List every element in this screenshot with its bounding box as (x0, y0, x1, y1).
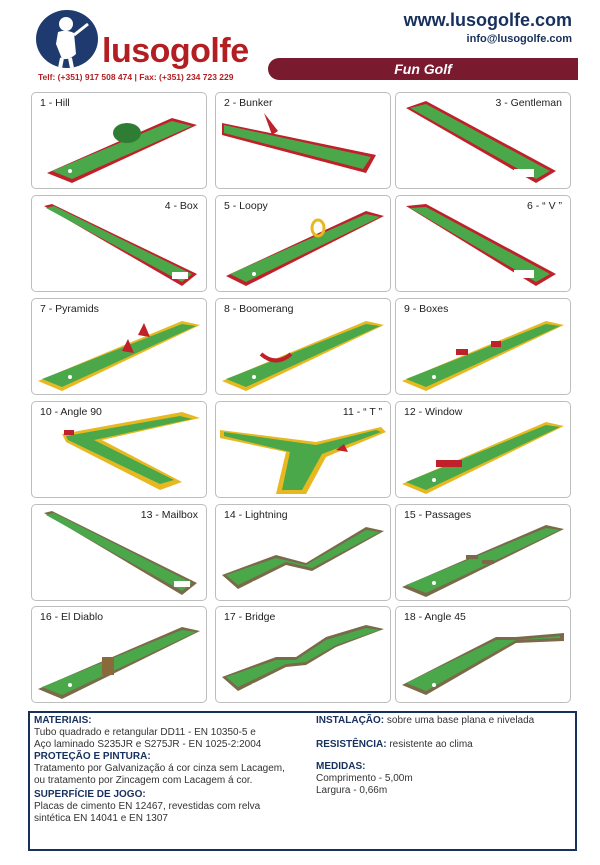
course-label: 2 - Bunker (224, 97, 273, 109)
course-tile (31, 504, 207, 601)
surface-line-2: sintética EN 14041 e EN 1307 (34, 813, 168, 824)
course-tile (31, 92, 207, 189)
course-tile (395, 606, 571, 703)
course-tile (31, 401, 207, 498)
course-label: 7 - Pyramids (40, 303, 99, 315)
course-label: 10 - Angle 90 (40, 406, 102, 418)
banner-title: Fun Golf (394, 61, 452, 77)
course-tile (31, 195, 207, 292)
installation-heading: INSTALAÇÃO: (316, 715, 385, 726)
course-label: 17 - Bridge (224, 611, 276, 623)
course-label: 14 - Lightning (224, 509, 288, 521)
specifications-box (28, 711, 577, 851)
course-grid (31, 92, 575, 703)
course-label: 6 - “ V ” (526, 200, 562, 212)
course-label: 11 - “ T ” (342, 406, 382, 418)
course-tile (395, 504, 571, 601)
course-tile (395, 401, 571, 498)
course-label: 18 - Angle 45 (404, 611, 466, 623)
resistance-row (316, 739, 574, 751)
course-label: 16 - El Diablo (40, 611, 104, 623)
surface-heading: SUPERFÍCIE DE JOGO: (34, 789, 146, 800)
course-tile (215, 401, 391, 498)
protection-line-1: Tratamento por Galvanização á cor cinza sem Lacagem, (34, 763, 285, 774)
resistance-heading: RESISTÊNCIA: (316, 739, 387, 750)
course-tile (31, 298, 207, 395)
materials-heading: MATERIAIS: (34, 715, 92, 726)
contact-phones: Telf: (+351) 917 508 474 | Fax: (+351) 234 723 229 (38, 72, 234, 82)
course-label: 5 - Loopy (224, 200, 268, 212)
course-tile (215, 504, 391, 601)
course-label: 1 - Hill (40, 97, 70, 109)
course-label: 4 - Box (164, 200, 198, 212)
course-tile (31, 606, 207, 703)
course-label: 3 - Gentleman (495, 97, 562, 109)
course-label: 13 - Mailbox (140, 509, 198, 521)
course-tile (215, 195, 391, 292)
website-link[interactable]: www.lusogolfe.com (403, 10, 572, 30)
protection-heading: PROTEÇÃO E PINTURA: (34, 751, 151, 762)
course-tile (215, 606, 391, 703)
course-label: 12 - Window (404, 406, 463, 418)
surface-line-1: Placas de cimento EN 12467, revestidas com relva (34, 801, 261, 812)
protection-line-2: ou tratamento por Zincagem com Lacagem á cor. (34, 775, 253, 786)
course-tile (215, 92, 391, 189)
course-tile (395, 298, 571, 395)
course-label: 9 - Boxes (404, 303, 449, 315)
course-tile (395, 92, 571, 189)
golfer-emblem-icon (36, 10, 98, 68)
measures-width: Largura - 0,66m (316, 785, 388, 796)
course-tile (215, 298, 391, 395)
installation-value: sobre uma base plana e nivelada (386, 715, 535, 726)
installation-row (316, 715, 574, 727)
course-label: 8 - Boomerang (224, 303, 294, 315)
resistance-value: resistente ao clima (389, 739, 473, 750)
course-tile (395, 195, 571, 292)
course-label: 15 - Passages (404, 509, 472, 521)
materials-line-2: Aço laminado S235JR e S275JR - EN 1025-2:2004 (34, 739, 262, 750)
materials-line-1: Tubo quadrado e retangular DD11 - EN 10350-5 e (34, 727, 256, 738)
measures-length: Comprimento - 5,00m (316, 773, 413, 784)
title-banner (268, 58, 578, 80)
email-link[interactable]: info@lusogolfe.com (466, 33, 572, 45)
measures-heading: MEDIDAS: (316, 761, 366, 772)
brand-name: lusogolfe (102, 32, 249, 70)
